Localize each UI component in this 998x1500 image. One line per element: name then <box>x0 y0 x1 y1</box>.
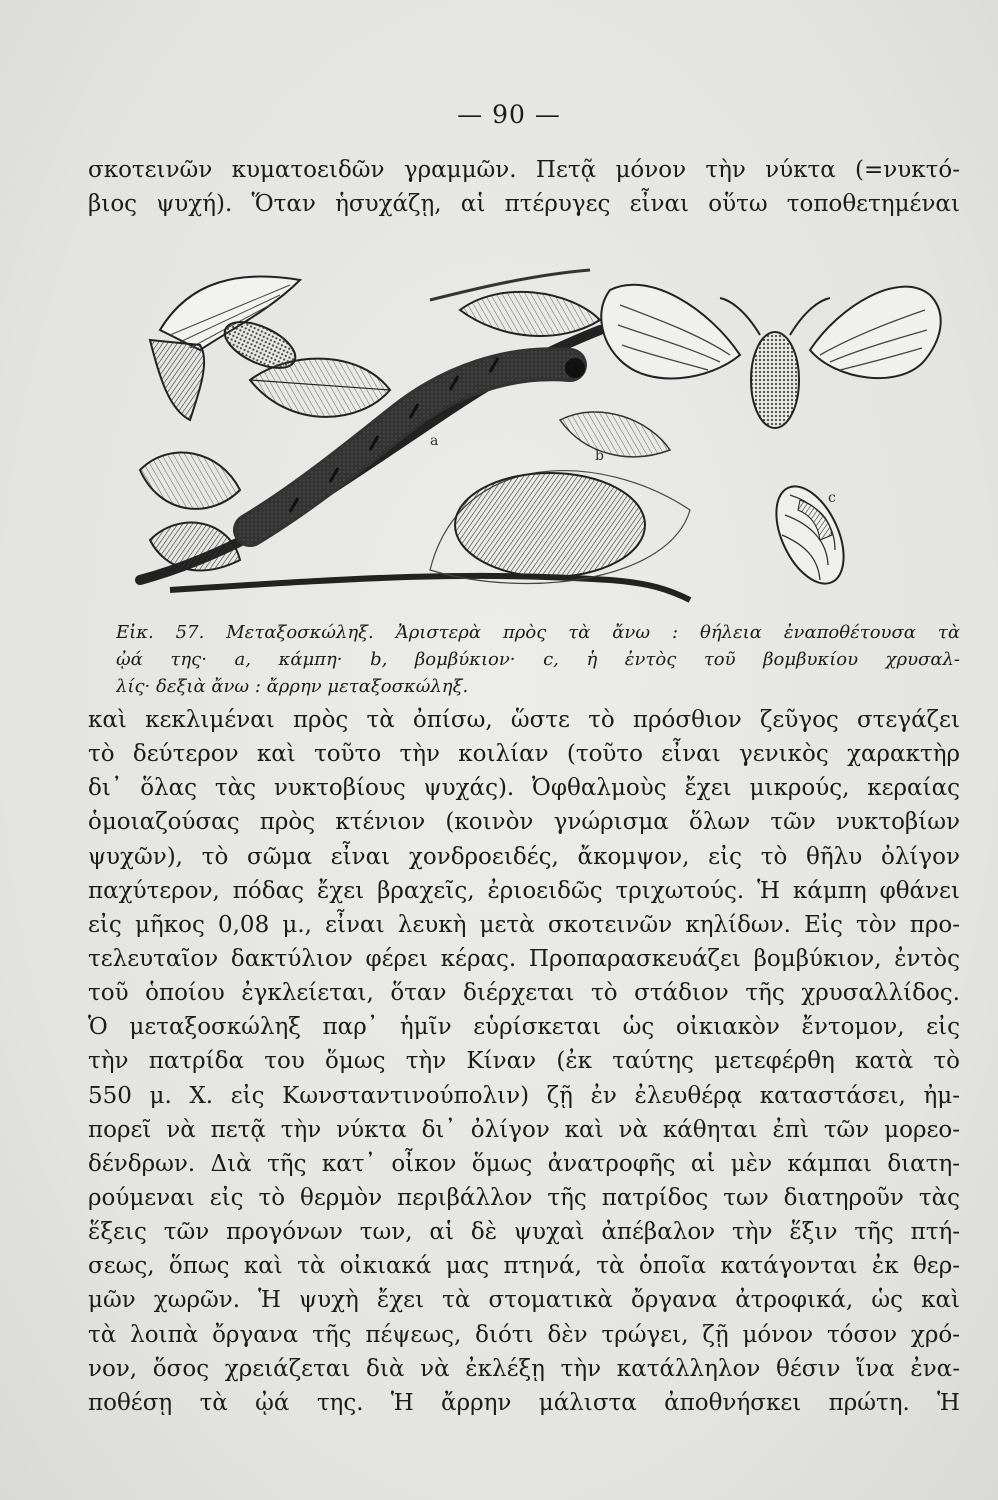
text-line: ἕξεις τῶν προγόνων των, αἱ δὲ ψυχαὶ ἀπέβαλον τὴν ἕξιν τῆς πτή- <box>88 1219 960 1246</box>
text-line: ποθέσῃ τὰ ᾠά της. Ἡ ἄρρην μάλιστα ἀποθνήσκει πρώτη. Ἡ <box>88 1389 960 1416</box>
text-line: σεως, ὅπως καὶ τὰ οἰκιακά μας πτηνά, τὰ ὁποῖα κατάγονται ἐκ θερ- <box>88 1253 960 1280</box>
page-number: — 90 — <box>457 100 561 129</box>
silkworm-illustration <box>130 250 960 620</box>
chrysalis <box>763 476 858 594</box>
text-line: ψυχῶν), τὸ σῶμα εἶναι χονδροειδές, ἄκομψον, εἰς τὸ θῆλυ ὀλίγον <box>88 843 960 870</box>
text-line: τὴν πατρίδα του ὅμως τὴν Κίναν (ἐκ ταύτης μετεφέρθη κατὰ τὸ <box>88 1048 960 1075</box>
text-line: παχύτερον, πόδας ἔχει βραχεῖς, ἐριοειδῶς τριχωτούς. Ἡ κάμπη φθάνει <box>88 877 960 904</box>
text-line: τὰ λοιπὰ ὄργανα τῆς πέψεως, διότι δὲν τρώγει, ζῇ μόνον τόσον χρό- <box>88 1321 960 1348</box>
label-b: b <box>595 448 604 464</box>
top-paragraph <box>88 153 960 221</box>
text-line: πορεῖ νὰ πετᾷ τὴν νύκτα δι᾽ ὀλίγον καὶ νὰ κάθηται ἐπὶ τῶν μορεο- <box>88 1116 960 1143</box>
caption-line: λίς· δεξιὰ ἄνω : ἄρρην μεταξοσκώληξ. <box>116 676 469 697</box>
text-line: ρούμεναι εἰς τὸ θερμὸν περιβάλλον τῆς πατρίδος των διατηροῦν τὰς <box>88 1184 960 1211</box>
text-line: νον, ὅσος χρειάζεται διὰ νὰ ἐκλέξῃ τὴν κατάλληλον θέσιν ἵνα ἐνα- <box>88 1355 960 1382</box>
cocoon <box>430 471 690 584</box>
text-line: σκοτεινῶν κυματοειδῶν γραμμῶν. Πετᾷ μόνον τὴν νύκτα (=νυκτό- <box>88 157 960 183</box>
text-line: καὶ κεκλιμέναι πρὸς τὰ ὀπίσω, ὥστε τὸ πρόσθιον ζεῦγος στεγάζει <box>88 707 960 733</box>
label-a: a <box>430 433 439 449</box>
text-line: μῶν χωρῶν. Ἡ ψυχὴ ἔχει τὰ στοματικὰ ὄργανα ἀτροφικά, ὡς καὶ <box>88 1287 960 1314</box>
male-moth <box>601 285 940 428</box>
label-c: c <box>828 490 836 506</box>
text-line: τελευταῖον δακτύλιον φέρει κέρας. Προπαρασκευάζει βομβύκιον, ἐντὸς <box>88 945 960 972</box>
figure-caption <box>116 619 960 700</box>
text-line: δι᾽ ὅλας τὰς νυκτοβίους ψυχάς). Ὀφθαλμοὺς ἔχει μικρούς, κεραίας <box>88 775 960 802</box>
text-line: Ὁ μεταξοσκώληξ παρ᾽ ἡμῖν εὑρίσκεται ὡς οἰκιακὸν ἔντομον, εἰς <box>88 1014 960 1041</box>
text-line: ὁμοιαζούσας πρὸς κτένιον (κοινὸν γνώρισμα ὅλων τῶν νυκτοβίων <box>88 809 960 836</box>
text-line: τοῦ ὁποίου ἐγκλείεται, ὅταν διέρχεται τὸ στάδιον τῆς χρυσαλλίδος. <box>88 980 960 1007</box>
text-line: βιος ψυχή). Ὅταν ἡσυχάζῃ, αἱ πτέρυγες εἶναι οὕτω τοποθετημέναι <box>88 191 960 217</box>
body-paragraphs <box>88 703 960 1420</box>
caption-line: ᾠά της· a, κάμπη· b, βομβύκιον· c, ἡ ἐντὸς τοῦ βομβυκίου χρυσαλ- <box>116 649 960 670</box>
text-line: δένδρων. Διὰ τῆς κατ᾽ οἶκον ὅμως ἀνατροφῆς αἱ μὲν κάμπαι διατη- <box>88 1150 960 1177</box>
text-line: 550 μ. Χ. εἰς Κωνσταντινούπολιν) ζῇ ἐν ἐλευθέρᾳ καταστάσει, ἠμ- <box>88 1082 960 1109</box>
caption-line: Εἰκ. 57. Μεταξοσκώληξ. Ἀριστερὰ πρὸς τὰ ἄνω : θήλεια ἐναποθέτουσα τὰ <box>116 622 960 643</box>
text-line: εἰς μῆκος 0,08 μ., εἶναι λευκὴ μετὰ σκοτεινῶν κηλίδων. Εἰς τὸν προ- <box>88 911 960 938</box>
text-line: τὸ δεύτερον καὶ τοῦτο τὴν κοιλίαν (τοῦτο εἶναι γενικὸς χαρακτὴρ <box>88 741 960 768</box>
